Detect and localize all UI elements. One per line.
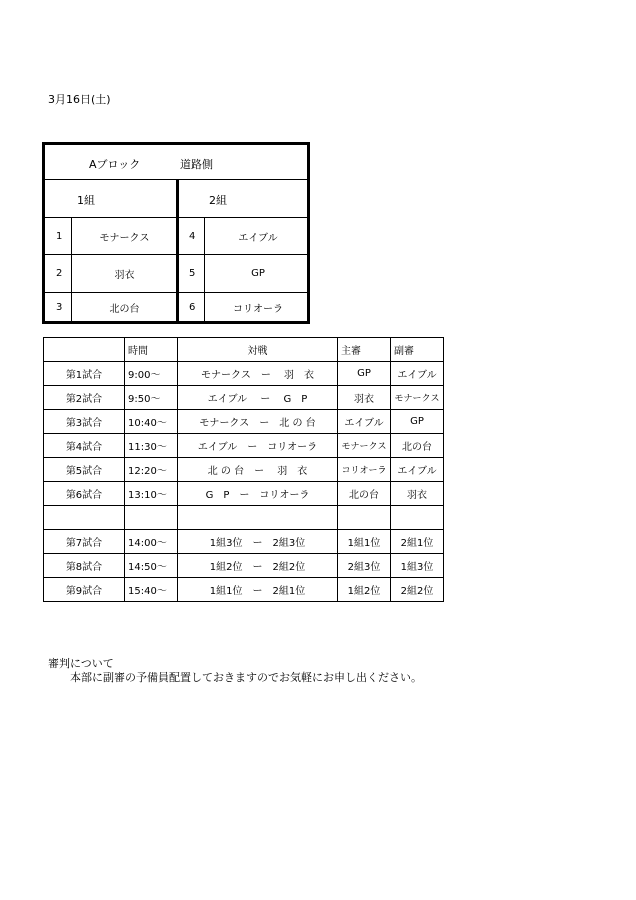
date-label: 3月16日(土) <box>48 93 111 106</box>
referee-note-body: 本部に副審の予備員配置しておきますのでお気軽にお申し出ください。 <box>70 671 422 684</box>
schedule-row <box>44 482 444 506</box>
team-number: 1 <box>56 230 63 242</box>
block-side: 道路側 <box>180 158 213 171</box>
chief-referee-cell <box>338 506 391 530</box>
assistant-referee-cell <box>391 506 444 530</box>
chief-referee-cell: 北の台 <box>338 482 391 506</box>
match-label: 第4試合 <box>44 434 125 458</box>
team-number: 6 <box>189 301 196 313</box>
match-label: 第8試合 <box>44 554 125 578</box>
assistant-referee-cell: 2組2位 <box>391 578 444 602</box>
group1-label: 1組 <box>77 194 95 207</box>
time-cell: 15:40～ <box>125 578 178 602</box>
match-label: 第1試合 <box>44 362 125 386</box>
schedule-header-cell <box>44 338 125 362</box>
chief-referee-cell: 羽衣 <box>338 386 391 410</box>
matchup-cell: 1組3位 ー 2組3位 <box>178 530 338 554</box>
number-divider <box>71 218 72 321</box>
schedule-row <box>44 506 444 530</box>
schedule-row <box>44 554 444 578</box>
matchup-cell <box>178 506 338 530</box>
schedule-table <box>43 337 444 602</box>
matchup-cell: モナークス ー 北 の 台 <box>178 410 338 434</box>
chief-referee-cell: 2組3位 <box>338 554 391 578</box>
time-cell: 14:50～ <box>125 554 178 578</box>
matchup-cell: 1組1位 ー 2組1位 <box>178 578 338 602</box>
assistant-referee-cell: エイブル <box>391 362 444 386</box>
schedule-header-cell: 対戦 <box>178 338 338 362</box>
team-name: 北の台 <box>109 303 140 315</box>
match-label: 第7試合 <box>44 530 125 554</box>
schedule-header-cell: 時間 <box>125 338 178 362</box>
matchup-cell: 1組2位 ー 2組2位 <box>178 554 338 578</box>
team-name: コリオーラ <box>233 303 283 315</box>
time-cell: 14:00～ <box>125 530 178 554</box>
chief-referee-cell: コリオーラ <box>338 458 391 482</box>
match-label <box>44 506 125 530</box>
matchup-cell: モナークス ー 羽 衣 <box>178 362 338 386</box>
team-number: 3 <box>56 301 63 313</box>
schedule-row <box>44 458 444 482</box>
time-cell: 13:10～ <box>125 482 178 506</box>
schedule-header-cell: 副審 <box>391 338 444 362</box>
time-cell: 9:00～ <box>125 362 178 386</box>
time-cell: 10:40～ <box>125 410 178 434</box>
team-number: 4 <box>189 230 196 242</box>
schedule-row <box>44 362 444 386</box>
time-cell: 11:30～ <box>125 434 178 458</box>
match-label: 第3試合 <box>44 410 125 434</box>
chief-referee-cell: 1組2位 <box>338 578 391 602</box>
team-name: モナークス <box>99 232 150 244</box>
referee-note-heading: 審判について <box>48 657 114 670</box>
assistant-referee-cell: GP <box>391 410 444 434</box>
match-label: 第2試合 <box>44 386 125 410</box>
schedule-header-cell: 主審 <box>338 338 391 362</box>
schedule-row <box>44 434 444 458</box>
assistant-referee-cell: 羽衣 <box>391 482 444 506</box>
assistant-referee-cell: 北の台 <box>391 434 444 458</box>
schedule-row <box>44 530 444 554</box>
assistant-referee-cell: 2組1位 <box>391 530 444 554</box>
chief-referee-cell: モナークス <box>338 434 391 458</box>
match-label: 第9試合 <box>44 578 125 602</box>
block-header <box>45 145 307 180</box>
matchup-cell: 北 の 台 ー 羽 衣 <box>178 458 338 482</box>
assistant-referee-cell: エイブル <box>391 458 444 482</box>
block-table <box>42 142 310 324</box>
matchup-cell: エイブル ー コリオーラ <box>178 434 338 458</box>
time-cell: 12:20～ <box>125 458 178 482</box>
number-divider <box>204 218 205 321</box>
team-name: GP <box>251 268 265 279</box>
group-divider <box>176 180 179 321</box>
assistant-referee-cell: モナークス <box>391 386 444 410</box>
matchup-cell: エイブル ー G P <box>178 386 338 410</box>
match-label: 第6試合 <box>44 482 125 506</box>
block-title: Aブロック <box>89 158 141 171</box>
chief-referee-cell: 1組1位 <box>338 530 391 554</box>
schedule-row <box>44 386 444 410</box>
assistant-referee-cell: 1組3位 <box>391 554 444 578</box>
schedule-row <box>44 410 444 434</box>
team-number: 2 <box>56 268 63 279</box>
team-name: 羽衣 <box>114 270 135 281</box>
time-cell <box>125 506 178 530</box>
team-number: 5 <box>189 268 196 279</box>
time-cell: 9:50～ <box>125 386 178 410</box>
team-name: エイブル <box>238 232 278 244</box>
chief-referee-cell: GP <box>338 362 391 386</box>
chief-referee-cell: エイブル <box>338 410 391 434</box>
matchup-cell: G P ー コリオーラ <box>178 482 338 506</box>
schedule-row <box>44 578 444 602</box>
match-label: 第5試合 <box>44 458 125 482</box>
group2-label: 2組 <box>209 194 227 207</box>
schedule-header-row <box>44 338 444 362</box>
